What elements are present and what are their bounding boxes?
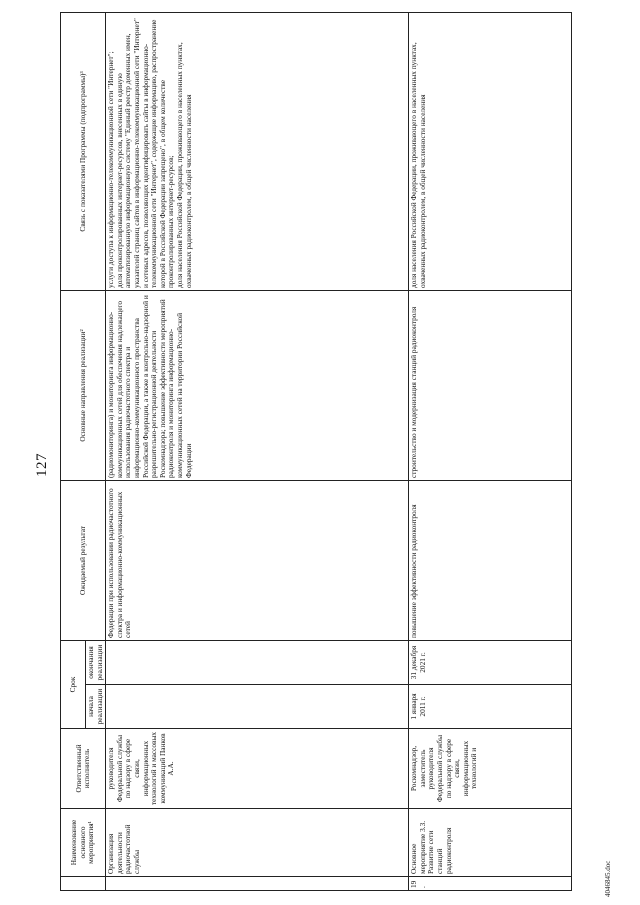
document-filename: 4046845.doc [604,860,612,897]
table-row [409,13,572,891]
header-row-1 [61,13,86,891]
header-program-links: Связь с показателями Программы (подпрограммы)³ [61,13,106,291]
activity-name: Организация деятельности радиочастотной службы [106,809,409,877]
term-end: 31 декабря 2021 г. [409,641,572,685]
main-directions: (радиомониторинга) и мониторинга информационно-коммуникационных сетей для обеспечения надлежащего использования радиочастотного спектра и информационно-коммуникационного пространства Российской Федерации, а также в контрольно-надзорной и разрешительно-регистрационной деятельности Роскомнадзора; повышение эффективности мероприятий радиоконтроля и мониторинга информационно-коммуникационных сетей на территории Российской Федерации [106,291,409,481]
header-responsible: Ответственный исполнитель [61,729,106,809]
header-term-end: окончания реализации [86,641,106,685]
program-activities-table [60,12,572,891]
expected-result: повышение эффективности радиоконтроля [409,481,572,641]
table-row [106,13,409,891]
program-links: услуги доступа к информационно-телекоммуникационной сети "Интернет"; доля проконтролированных интернет-ресурсов, внесенных в единую автоматизированную информационную систему "Единый реестр доменных имен, указателей страниц сайтов в информационно-телекоммуникационной сети "Интернет" и сетевых адресов, позволяющих идентифицировать сайты в информационно-телекоммуникационной сети "Интернет", содержащие информацию, распространение которой в Российской Федерации запрещено", в общем количестве проконтролированных интернет-ресурсов; доля населения Российской Федерации, проживающего в населенных пунктах, охваченных радиоконтролем, в общей численности населения [106,13,409,291]
term-start: 1 января 2011 г. [409,685,572,729]
row-number: 19. [409,877,572,891]
header-term: Срок [61,641,86,729]
header-term-start: начала реализации [86,685,106,729]
header-main-directions: Основные направления реализации² [61,291,106,481]
term-start [106,685,409,729]
term-end [106,641,409,685]
page-number: 127 [34,453,50,477]
activity-name: Основное мероприятие 3.3. Развитие сети станций радиоконтроля [409,809,572,877]
header-num [61,877,106,891]
row-number [106,877,409,891]
main-directions: строительство и модернизация станций радиоконтроля [409,291,572,481]
header-activity-name: Наименование основного мероприятия¹ [61,809,106,877]
responsible-executor: Роскомнадзор, заместитель руководителя Федеральной службы по надзору в сфере связи, информационных технологий и [409,729,572,809]
expected-result: Федерации при использовании радиочастотного спектра и информационно-коммуникационных сетей [106,481,409,641]
responsible-executor: руководителя Федеральной службы по надзору в сфере связи, информационных технологий и массовых коммуникаций Панков А.А. [106,729,409,809]
header-expected-result: Ожидаемый результат [61,481,106,641]
program-links: доля населения Российской Федерации, проживающего в населенных пунктах, охваченных радиоконтролем, в общей численности населения [409,13,572,291]
